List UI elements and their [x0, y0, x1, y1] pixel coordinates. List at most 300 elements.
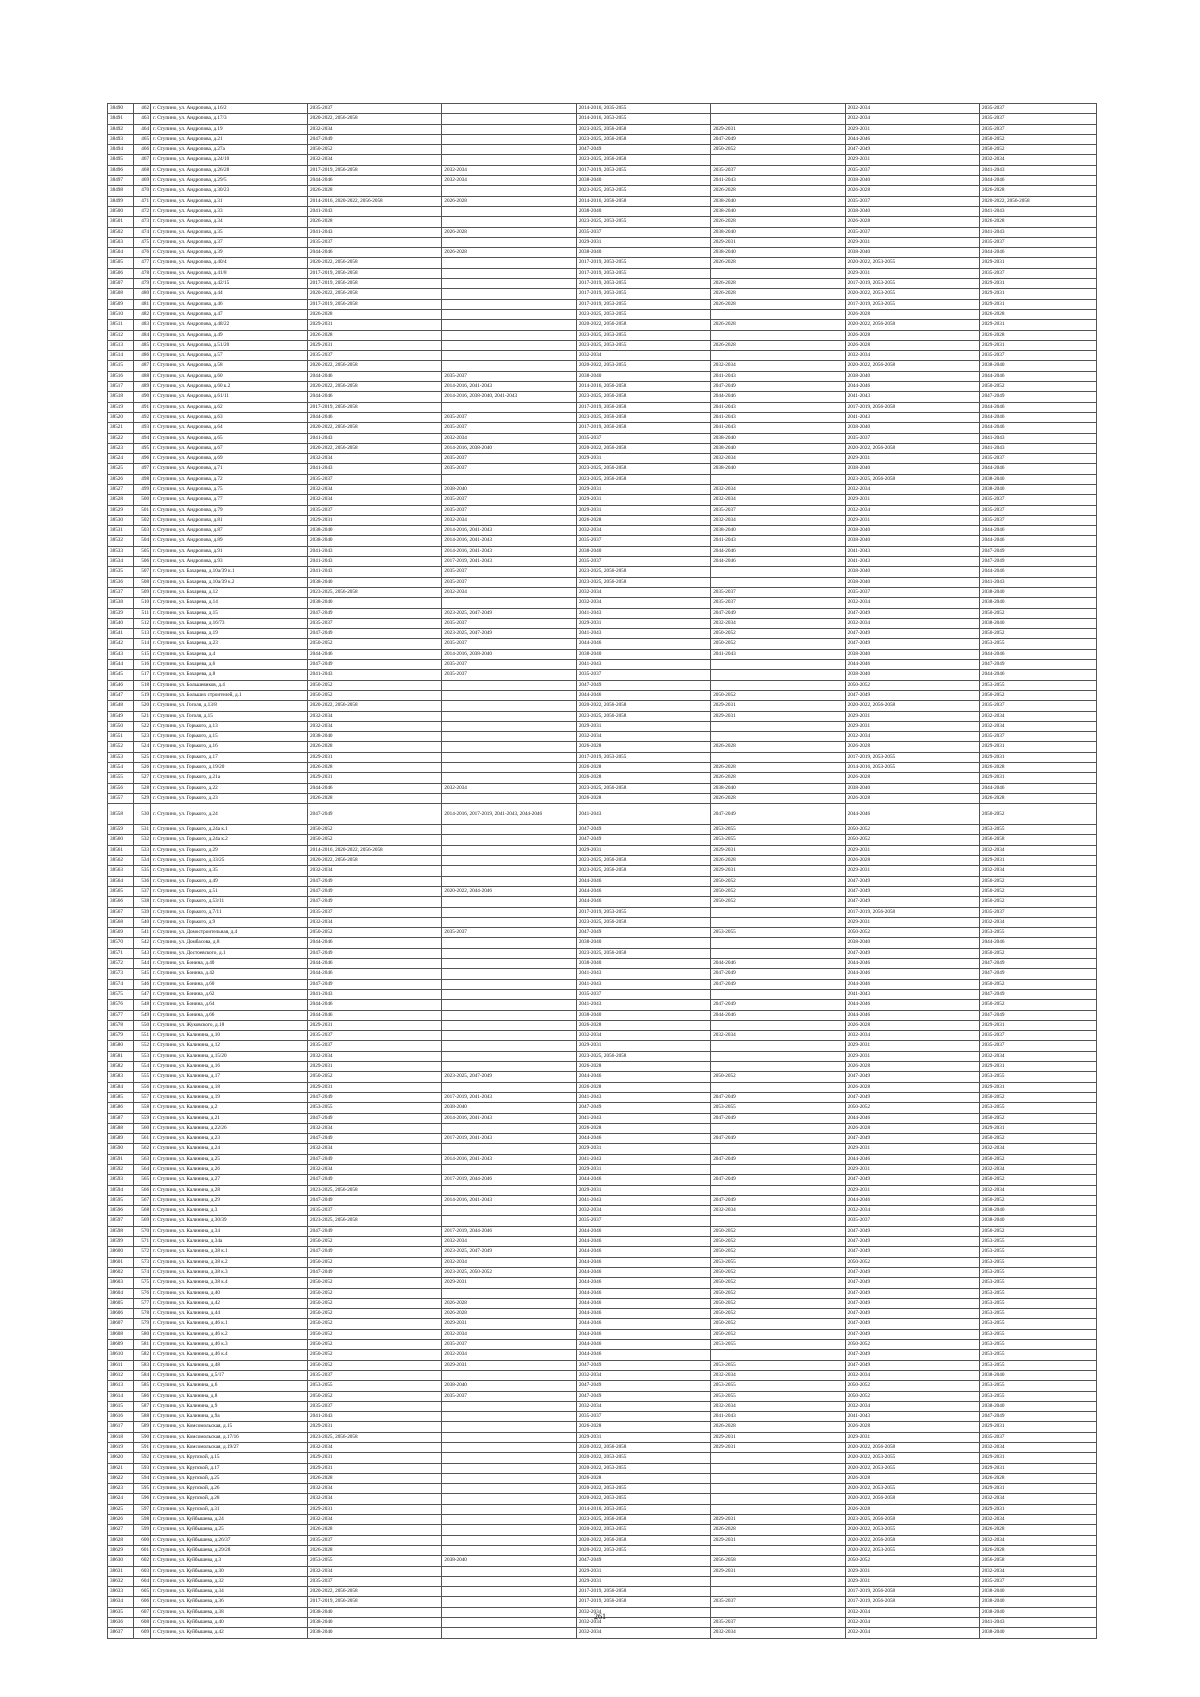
- table-cell: 546: [133, 979, 150, 989]
- table-cell: 2038-2040: [711, 227, 845, 237]
- table-cell: 2029-2031: [308, 340, 442, 350]
- table-cell: 2029-2031: [979, 1504, 1096, 1514]
- table-cell: 2035-2037: [845, 227, 979, 237]
- table-cell: 2017-2019, 2056-2058: [308, 268, 442, 278]
- table-cell: [442, 917, 576, 927]
- table-cell: 2014-2016, 2053-2055: [576, 114, 710, 124]
- table-cell: [711, 1041, 845, 1051]
- table-cell: г. Ступино, ул. Андропова, д.49: [151, 330, 308, 340]
- table-cell: 2050-2052: [308, 1278, 442, 1288]
- table-cell: [711, 1350, 845, 1360]
- table-cell: 2029-2031: [979, 1020, 1096, 1030]
- table-cell: 38500: [108, 206, 134, 216]
- table-cell: 2035-2037: [308, 618, 442, 628]
- table-cell: 2023-2025, 2053-2055: [576, 217, 710, 227]
- table-cell: 38562: [108, 856, 134, 866]
- table-cell: [711, 330, 845, 340]
- table-cell: г. Ступино, ул. Андропова, д.62: [151, 402, 308, 412]
- table-cell: 2053-2055: [308, 1103, 442, 1113]
- table-cell: 2047-2049: [711, 804, 845, 825]
- table-cell: 520: [133, 701, 150, 711]
- table-row: [108, 1237, 1097, 1247]
- table-cell: 2035-2037: [442, 371, 576, 381]
- table-cell: 524: [133, 742, 150, 752]
- table-cell: 2038-2040: [442, 484, 576, 494]
- table-cell: 2035-2037: [979, 1031, 1096, 1041]
- table-cell: 471: [133, 196, 150, 206]
- table-cell: г. Ступино, ул. Андропова, д.71: [151, 464, 308, 474]
- table-cell: 2032-2034: [979, 1515, 1096, 1525]
- table-cell: 2026-2028: [711, 793, 845, 803]
- table-cell: [442, 763, 576, 773]
- table-row: [108, 237, 1097, 247]
- table-cell: 2020-2022, 2056-2058: [845, 443, 979, 453]
- table-cell: 2023-2025, 2056-2058: [576, 856, 710, 866]
- table-cell: 2044-2046: [308, 783, 442, 793]
- table-cell: 2047-2049: [845, 1134, 979, 1144]
- table-cell: 2026-2028: [308, 793, 442, 803]
- table-cell: 2026-2028: [442, 227, 576, 237]
- table-cell: 2017-2019, 2056-2058: [576, 402, 710, 412]
- table-cell: 2026-2028: [845, 1473, 979, 1483]
- table-cell: 2029-2031: [979, 1422, 1096, 1432]
- table-cell: 2047-2049: [845, 948, 979, 958]
- table-row: [108, 557, 1097, 567]
- table-cell: 473: [133, 217, 150, 227]
- table-cell: 2017-2019, 2053-2055: [576, 268, 710, 278]
- table-cell: 2047-2049: [576, 1391, 710, 1401]
- table-cell: г. Ступино, ул. Достоевского, д.1: [151, 948, 308, 958]
- table-cell: 2023-2025, 2047-2049: [442, 629, 576, 639]
- table-cell: [442, 1576, 576, 1586]
- table-cell: 2032-2034: [845, 104, 979, 114]
- table-cell: [442, 752, 576, 762]
- table-cell: 38576: [108, 1000, 134, 1010]
- table-cell: 2035-2037: [308, 474, 442, 484]
- table-cell: 38507: [108, 279, 134, 289]
- table-cell: г. Ступино, ул. Горького, д.7/11: [151, 907, 308, 917]
- table-cell: [442, 845, 576, 855]
- table-cell: [442, 340, 576, 350]
- table-cell: 2020-2022, 2056-2058: [576, 1443, 710, 1453]
- table-cell: г. Ступино, ул. Куйбышева, д.29/28: [151, 1545, 308, 1555]
- table-row: [108, 1134, 1097, 1144]
- table-cell: 2047-2049: [845, 1267, 979, 1277]
- table-cell: 602: [133, 1556, 150, 1566]
- table-cell: 38556: [108, 783, 134, 793]
- table-cell: 38583: [108, 1072, 134, 1082]
- table-cell: г. Ступино, ул. Калинина, д.6: [151, 1381, 308, 1391]
- table-cell: 2035-2037: [979, 454, 1096, 464]
- table-cell: 2050-2052: [308, 1319, 442, 1329]
- table-cell: 582: [133, 1350, 150, 1360]
- table-row: [108, 392, 1097, 402]
- table-cell: 2029-2031: [576, 1432, 710, 1442]
- table-cell: 2035-2037: [576, 670, 710, 680]
- table-cell: 2026-2028: [979, 1473, 1096, 1483]
- table-cell: 2038-2040: [576, 371, 710, 381]
- table-cell: 2029-2031: [711, 1443, 845, 1453]
- table-cell: 2047-2049: [711, 608, 845, 618]
- table-row: [108, 484, 1097, 494]
- table-cell: 2050-2052: [308, 1309, 442, 1319]
- table-row: [108, 886, 1097, 896]
- table-cell: 2035-2037: [845, 433, 979, 443]
- table-cell: 2026-2028: [576, 1123, 710, 1133]
- table-cell: [711, 1123, 845, 1133]
- table-row: [108, 1463, 1097, 1473]
- table-cell: г. Ступино, ул. Куйбышева, д.25: [151, 1525, 308, 1535]
- table-cell: г. Ступино, ул. Крупской, д.25: [151, 1473, 308, 1483]
- table-cell: 2038-2040: [711, 783, 845, 793]
- table-cell: 2032-2034: [308, 155, 442, 165]
- table-cell: 2056-2058: [979, 835, 1096, 845]
- table-cell: 38553: [108, 752, 134, 762]
- table-cell: 2053-2055: [711, 835, 845, 845]
- table-cell: 2044-2046: [576, 1319, 710, 1329]
- table-cell: г. Ступино, ул. Калинина, д.46 к.2: [151, 1329, 308, 1339]
- table-cell: 591: [133, 1443, 150, 1453]
- table-row: [108, 1226, 1097, 1236]
- table-cell: г. Ступино, ул. Андропова, д.19: [151, 124, 308, 134]
- table-cell: 2035-2037: [711, 1618, 845, 1628]
- table-cell: 2014-2016, 2041-2043: [442, 382, 576, 392]
- table-cell: 2050-2052: [308, 928, 442, 938]
- table-cell: 2014-2016, 2041-2043: [442, 546, 576, 556]
- table-row: [108, 567, 1097, 577]
- table-cell: 474: [133, 227, 150, 237]
- table-cell: 527: [133, 773, 150, 783]
- table-cell: 2044-2046: [576, 1350, 710, 1360]
- table-row: [108, 248, 1097, 258]
- table-cell: г. Ступино, ул. Калинина, д.46 к.1: [151, 1319, 308, 1329]
- table-cell: 2038-2040: [576, 206, 710, 216]
- table-cell: 2044-2046: [979, 670, 1096, 680]
- table-cell: 2035-2037: [576, 433, 710, 443]
- table-cell: 2035-2037: [979, 495, 1096, 505]
- table-cell: [442, 1494, 576, 1504]
- table-cell: 2038-2040: [979, 1607, 1096, 1617]
- table-row: [108, 443, 1097, 453]
- table-cell: 2041-2043: [711, 649, 845, 659]
- table-cell: 2038-2040: [308, 732, 442, 742]
- table-cell: 2044-2046: [979, 176, 1096, 186]
- table-cell: г. Ступино, ул. Калинина, д.38 к.3: [151, 1267, 308, 1277]
- table-cell: г. Ступино, ул. Крупской, д.31: [151, 1504, 308, 1514]
- table-cell: 2038-2040: [845, 783, 979, 793]
- table-cell: 2029-2031: [979, 856, 1096, 866]
- table-cell: 538: [133, 897, 150, 907]
- table-cell: 2023-2025, 2053-2055: [576, 340, 710, 350]
- table-cell: 38531: [108, 526, 134, 536]
- table-cell: 38591: [108, 1154, 134, 1164]
- table-cell: 38499: [108, 196, 134, 206]
- table-cell: [442, 289, 576, 299]
- table-cell: 2038-2040: [845, 423, 979, 433]
- table-cell: 2029-2031: [845, 721, 979, 731]
- table-cell: 2041-2043: [979, 206, 1096, 216]
- table-row: [108, 1350, 1097, 1360]
- table-cell: 525: [133, 752, 150, 762]
- table-cell: 38572: [108, 959, 134, 969]
- table-cell: 2047-2049: [308, 1092, 442, 1102]
- table-cell: 2029-2031: [979, 1123, 1096, 1133]
- table-cell: 2038-2040: [576, 938, 710, 948]
- table-cell: 2035-2037: [979, 701, 1096, 711]
- table-cell: 2038-2040: [711, 196, 845, 206]
- table-cell: г. Ступино, ул. Андропова, д.26/28: [151, 165, 308, 175]
- table-cell: 508: [133, 577, 150, 587]
- table-cell: 2032-2034: [308, 1123, 442, 1133]
- table-cell: 2053-2055: [711, 1381, 845, 1391]
- table-cell: 2053-2055: [711, 825, 845, 835]
- table-cell: 585: [133, 1381, 150, 1391]
- table-cell: 2035-2037: [576, 989, 710, 999]
- table-row: [108, 1422, 1097, 1432]
- table-cell: 38538: [108, 598, 134, 608]
- table-row: [108, 1576, 1097, 1586]
- table-cell: 2029-2031: [979, 742, 1096, 752]
- table-cell: 543: [133, 948, 150, 958]
- table-row: [108, 268, 1097, 278]
- table-cell: 2038-2040: [845, 248, 979, 258]
- table-cell: 38512: [108, 330, 134, 340]
- table-cell: 2023-2025, 2056-2058: [576, 134, 710, 144]
- table-cell: г. Ступино, ул. Калинина, д.9а: [151, 1412, 308, 1422]
- table-cell: [711, 1062, 845, 1072]
- table-cell: 38637: [108, 1628, 134, 1638]
- table-cell: 2050-2052: [308, 1288, 442, 1298]
- table-cell: 38519: [108, 402, 134, 412]
- table-cell: 2029-2031: [576, 1164, 710, 1174]
- table-cell: 38532: [108, 536, 134, 546]
- table-cell: 2038-2040: [711, 464, 845, 474]
- table-cell: 2038-2040: [442, 1103, 576, 1113]
- table-cell: 38600: [108, 1247, 134, 1257]
- table-cell: 2017-2019, 2044-2046: [442, 1175, 576, 1185]
- table-row: [108, 1164, 1097, 1174]
- table-cell: 38620: [108, 1453, 134, 1463]
- table-cell: 2029-2031: [711, 1535, 845, 1545]
- table-row: [108, 1628, 1097, 1638]
- table-cell: 2041-2043: [979, 227, 1096, 237]
- table-cell: [442, 598, 576, 608]
- table-cell: 488: [133, 371, 150, 381]
- table-cell: 500: [133, 495, 150, 505]
- table-cell: 2050-2052: [711, 1288, 845, 1298]
- table-cell: г. Ступино, ул. Куйбышева, д.24: [151, 1515, 308, 1525]
- table-cell: 2047-2049: [979, 959, 1096, 969]
- table-cell: 2035-2037: [576, 557, 710, 567]
- table-cell: 2020-2022, 2056-2058: [308, 361, 442, 371]
- table-cell: 2014-2016, 2041-2043: [442, 1154, 576, 1164]
- table-cell: 2041-2043: [845, 392, 979, 402]
- table-cell: 2035-2037: [979, 1576, 1096, 1586]
- table-cell: 2050-2052: [845, 1556, 979, 1566]
- table-cell: [711, 660, 845, 670]
- table-cell: 2038-2040: [711, 526, 845, 536]
- table-cell: 38619: [108, 1443, 134, 1453]
- table-cell: 2029-2031: [308, 752, 442, 762]
- table-cell: 38548: [108, 701, 134, 711]
- table-row: [108, 660, 1097, 670]
- table-cell: 2050-2052: [845, 1340, 979, 1350]
- table-cell: 2047-2049: [308, 876, 442, 886]
- table-row: [108, 1000, 1097, 1010]
- table-cell: 2023-2025, 2056-2058: [576, 783, 710, 793]
- table-cell: 2026-2028: [845, 793, 979, 803]
- table-row: [108, 618, 1097, 628]
- table-cell: 2029-2031: [845, 1051, 979, 1061]
- table-row: [108, 1206, 1097, 1216]
- table-cell: 564: [133, 1164, 150, 1174]
- table-cell: 2029-2031: [845, 454, 979, 464]
- table-cell: 539: [133, 907, 150, 917]
- table-row: [108, 1360, 1097, 1370]
- table-cell: 2050-2052: [711, 1278, 845, 1288]
- table-cell: 2047-2049: [979, 989, 1096, 999]
- table-row: [108, 1072, 1097, 1082]
- table-cell: [442, 721, 576, 731]
- table-cell: [442, 835, 576, 845]
- table-cell: 2017-2019, 2056-2058: [308, 402, 442, 412]
- table-row: [108, 340, 1097, 350]
- table-cell: [442, 237, 576, 247]
- table-cell: 586: [133, 1391, 150, 1401]
- table-cell: [442, 1041, 576, 1051]
- table-row: [108, 1288, 1097, 1298]
- table-cell: 2041-2043: [711, 536, 845, 546]
- table-cell: 2038-2040: [845, 670, 979, 680]
- table-cell: 2047-2049: [711, 979, 845, 989]
- table-cell: 2050-2052: [711, 1237, 845, 1247]
- table-cell: 2050-2052: [711, 145, 845, 155]
- table-cell: г. Ступино, ул. Андропова, д.67: [151, 443, 308, 453]
- table-cell: 587: [133, 1401, 150, 1411]
- table-cell: 2026-2028: [979, 309, 1096, 319]
- table-cell: [442, 773, 576, 783]
- table-row: [108, 1062, 1097, 1072]
- table-cell: 2032-2034: [308, 711, 442, 721]
- table-cell: 2029-2031: [845, 1185, 979, 1195]
- table-cell: 2032-2034: [711, 1206, 845, 1216]
- table-cell: 2047-2049: [711, 969, 845, 979]
- table-cell: 518: [133, 680, 150, 690]
- table-cell: г. Ступино, ул. Бонина, д.64: [151, 1000, 308, 1010]
- table-cell: 2041-2043: [308, 206, 442, 216]
- table-cell: 2044-2046: [979, 526, 1096, 536]
- table-row: [108, 917, 1097, 927]
- table-cell: [442, 1628, 576, 1638]
- table-cell: 558: [133, 1103, 150, 1113]
- table-cell: 2035-2037: [979, 104, 1096, 114]
- table-cell: г. Ступино, ул. Бонина, д.60: [151, 979, 308, 989]
- table-cell: 2029-2031: [845, 515, 979, 525]
- table-cell: 38539: [108, 608, 134, 618]
- table-row: [108, 495, 1097, 505]
- table-cell: 2035-2037: [308, 1206, 442, 1216]
- table-cell: 2053-2055: [979, 825, 1096, 835]
- table-cell: 590: [133, 1432, 150, 1442]
- table-cell: [442, 1000, 576, 1010]
- table-row: [108, 1566, 1097, 1576]
- table-cell: [442, 1463, 576, 1473]
- table-cell: 2029-2031: [308, 773, 442, 783]
- table-cell: г. Ступино, ул. Калинина, д.17: [151, 1072, 308, 1082]
- table-cell: 2035-2037: [442, 1391, 576, 1401]
- table-cell: 2029-2031: [979, 1463, 1096, 1473]
- table-cell: 589: [133, 1422, 150, 1432]
- table-cell: 2032-2034: [979, 1566, 1096, 1576]
- table-cell: [711, 1020, 845, 1030]
- table-cell: [442, 1370, 576, 1380]
- table-cell: [442, 793, 576, 803]
- table-cell: 2035-2037: [576, 1412, 710, 1422]
- table-cell: 493: [133, 423, 150, 433]
- table-cell: 498: [133, 474, 150, 484]
- table-cell: 2020-2022, 2056-2058: [979, 196, 1096, 206]
- table-cell: 2050-2052: [308, 825, 442, 835]
- table-cell: 2041-2043: [576, 608, 710, 618]
- table-cell: 2041-2043: [979, 165, 1096, 175]
- table-cell: 2032-2034: [442, 1350, 576, 1360]
- table-cell: г. Ступино, ул. Домбасова, д.8: [151, 938, 308, 948]
- table-cell: 2020-2022, 2056-2058: [576, 443, 710, 453]
- table-cell: г. Ступино, ул. Андропова, д.47: [151, 309, 308, 319]
- table-cell: 38568: [108, 917, 134, 927]
- table-cell: 496: [133, 454, 150, 464]
- table-cell: 541: [133, 928, 150, 938]
- table-cell: 2053-2055: [979, 1391, 1096, 1401]
- table-cell: 2029-2031: [845, 268, 979, 278]
- table-cell: 583: [133, 1360, 150, 1370]
- table-cell: 2029-2031: [845, 1432, 979, 1442]
- table-cell: 2038-2040: [979, 1587, 1096, 1597]
- table-cell: 2020-2022, 2053-2055: [576, 1525, 710, 1535]
- table-cell: г. Ступино, ул. Калинина, д.48: [151, 1360, 308, 1370]
- table-row: [108, 866, 1097, 876]
- table-cell: 2038-2040: [979, 1628, 1096, 1638]
- table-cell: 38509: [108, 299, 134, 309]
- table-cell: 2014-2016, 2053-2055: [845, 763, 979, 773]
- table-cell: 482: [133, 309, 150, 319]
- table-row: [108, 1041, 1097, 1051]
- table-cell: 38621: [108, 1463, 134, 1473]
- table-cell: 2014-2016, 2041-2043: [442, 536, 576, 546]
- table-cell: [711, 1144, 845, 1154]
- table-cell: 2035-2037: [711, 587, 845, 597]
- table-cell: 2026-2028: [576, 1082, 710, 1092]
- table-row: [108, 1278, 1097, 1288]
- table-cell: 2017-2019, 2056-2058: [308, 165, 442, 175]
- table-cell: 38570: [108, 938, 134, 948]
- table-cell: 2050-2052: [979, 690, 1096, 700]
- table-cell: 2026-2028: [576, 793, 710, 803]
- table-cell: 549: [133, 1010, 150, 1020]
- table-cell: 2026-2028: [576, 1020, 710, 1030]
- table-cell: 2020-2022, 2056-2058: [308, 856, 442, 866]
- table-cell: 2023-2025, 2056-2058: [576, 1051, 710, 1061]
- table-cell: г. Ступино, ул. Андропова, д.60 к.2: [151, 382, 308, 392]
- table-cell: 2047-2049: [576, 1103, 710, 1113]
- table-cell: 2053-2055: [979, 1237, 1096, 1247]
- table-cell: 2020-2022, 2053-2055: [576, 1463, 710, 1473]
- table-cell: 38603: [108, 1278, 134, 1288]
- table-row: [108, 217, 1097, 227]
- table-cell: [711, 268, 845, 278]
- table-cell: 2026-2028: [845, 186, 979, 196]
- table-cell: 2032-2034: [845, 598, 979, 608]
